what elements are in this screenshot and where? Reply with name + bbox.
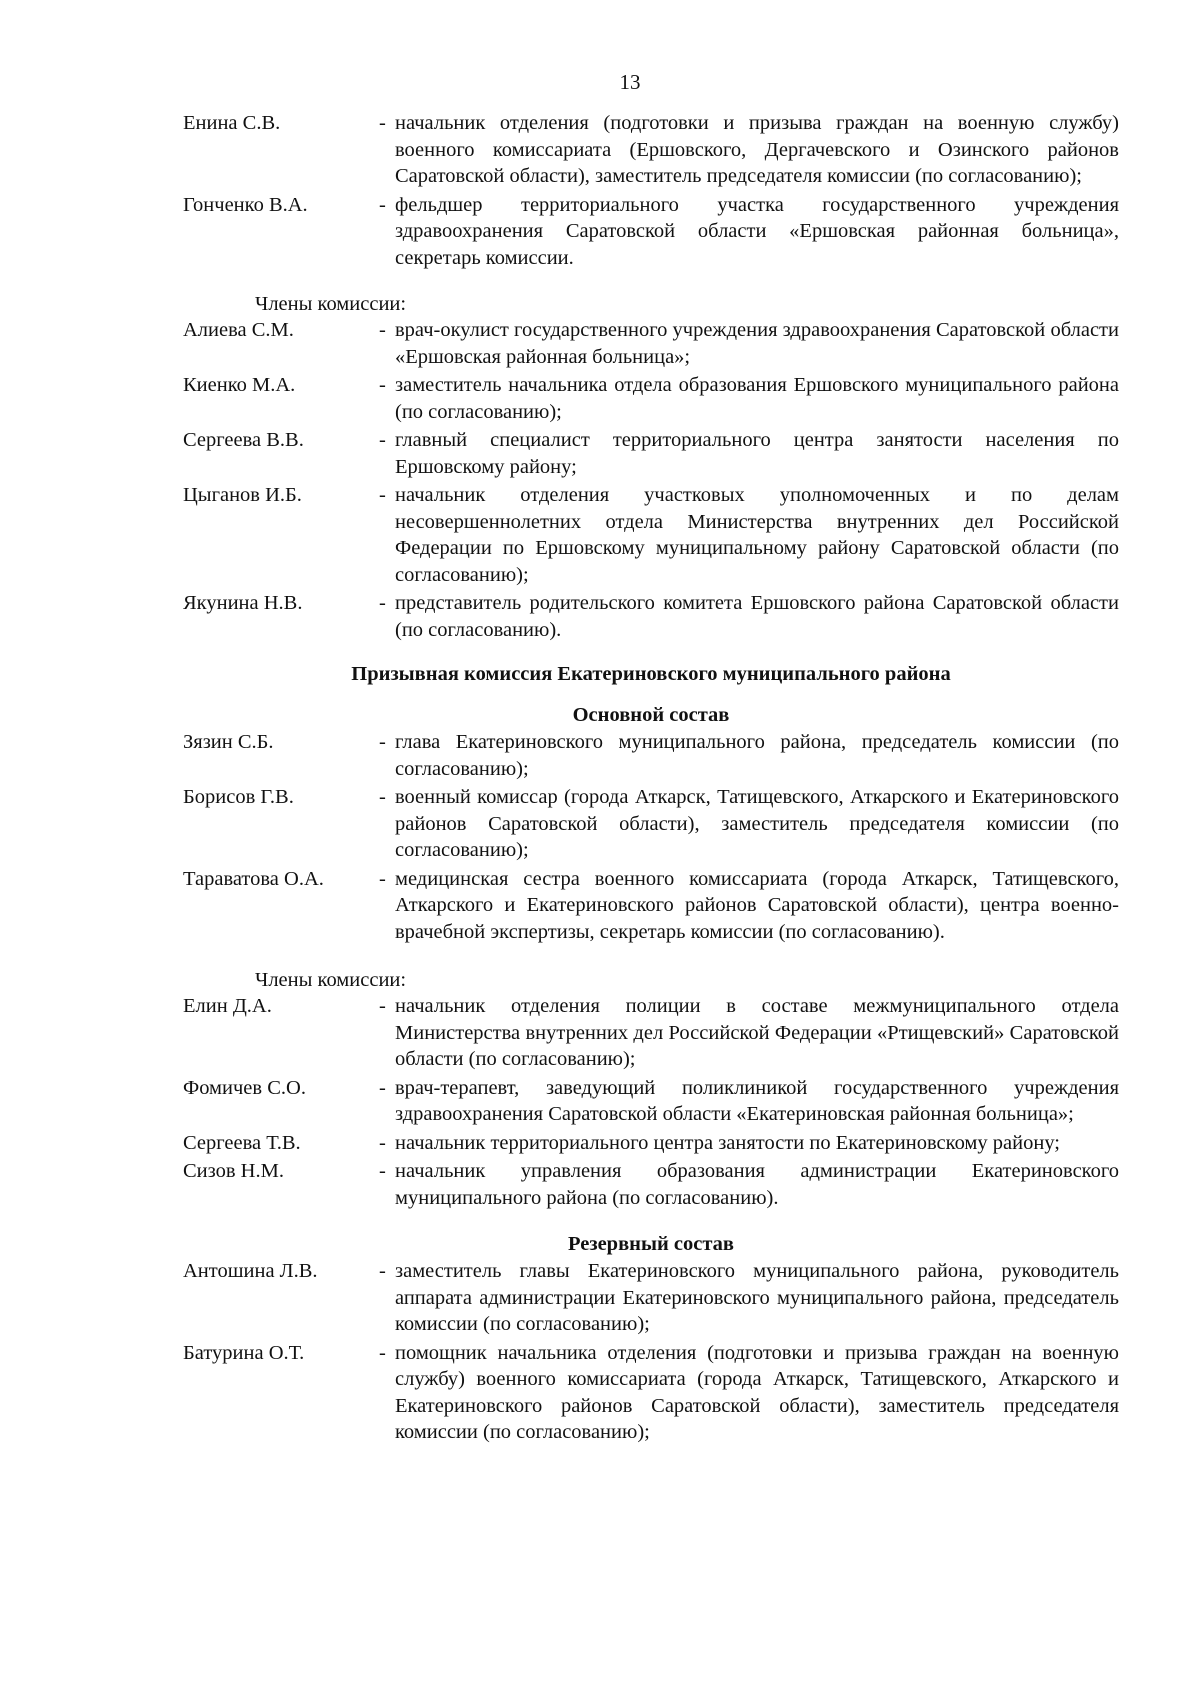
list-item: Якунина Н.В. - представитель родительского комитета Ершовского района Саратовской области (по согласованию). — [183, 590, 1119, 643]
list-item: Борисов Г.В. - военный комиссар (города Аткарск, Татищевского, Аткарского и Екатериновского районов Саратовской области), заместитель председателя комиссии (по согласованию); — [183, 784, 1119, 864]
person-name: Сизов Н.М. — [183, 1160, 284, 1182]
person-role: главный специалист территориального центра занятости населения по Ершовскому району; — [395, 429, 1119, 478]
person-name: Елин Д.А. — [183, 995, 272, 1017]
person-name: Гонченко В.А. — [183, 193, 308, 216]
person-role: начальник отделения полиции в составе межмуниципального отдела Министерства внутренних дел Российской Федерации «Ртищевский» Саратовской области (по согласованию); — [395, 995, 1119, 1070]
list-item: Сергеева В.В. - главный специалист территориального центра занятости населения по Ершовскому району; — [183, 427, 1119, 480]
list-item: Цыганов И.Б. - начальник отделения участковых уполномоченных и по делам несовершеннолетних отдела Министерства внутренних дел Российской Федерации по Ершовскому муниципальному району Саратовской области (по согласованию); — [183, 482, 1119, 588]
person-role: врач-окулист государственного учреждения здравоохранения Саратовской области «Ершовская районная больница»; — [395, 319, 1119, 368]
list-item: Алиева С.М. - врач-окулист государственного учреждения здравоохранения Саратовской области «Ершовская районная больница»; — [183, 317, 1119, 370]
person-role: представитель родительского комитета Ершовского района Саратовской области (по согласованию). — [395, 592, 1119, 641]
entry-list — [183, 1258, 1119, 1446]
person-role: начальник территориального центра занятости по Екатериновскому району; — [395, 1131, 1060, 1154]
list-item: Антошина Л.В. - заместитель главы Екатериновского муниципального района, руководитель аппарата администрации Екатериновского муниципального района, председатель комиссии (по согласованию); — [183, 1258, 1119, 1338]
person-role: начальник отделения (подготовки и призыва граждан на военную службу) военного комиссариата (Ершовского, Дергачевского и Озинского районов Саратовской области), заместитель председателя комиссии (по согласованию); — [395, 112, 1119, 187]
person-role: медицинская сестра военного комиссариата (города Аткарск, Татищевского, Аткарского и Екатериновского районов Саратовской области), центра военно-врачебной экспертизы, секретарь комиссии (по согласованию). — [395, 867, 1119, 943]
person-role: заместитель начальника отдела образования Ершовского муниципального района (по согласованию); — [395, 374, 1119, 423]
list-item: Сергеева Т.В. - начальник территориального центра занятости по Екатериновскому району; — [183, 1130, 1119, 1157]
person-name: Тараватова О.А. — [183, 867, 324, 890]
person-name: Сергеева В.В. — [183, 429, 304, 451]
document-body — [183, 110, 1119, 1448]
list-item: Фомичев С.О. - врач-терапевт, заведующий поликлиникой государственного учреждения здравоохранения Саратовской области «Екатериновская районная больница»; — [183, 1075, 1119, 1128]
person-name: Борисов Г.В. — [183, 786, 294, 808]
list-item: Сизов Н.М. - начальник управления образования администрации Екатериновского муниципального района (по согласованию). — [183, 1158, 1119, 1211]
person-name: Фомичев С.О. — [183, 1076, 306, 1099]
list-item: Гонченко В.А. - фельдшер территориального участка государственного учреждения здравоохранения Саратовской области «Ершовская районная больница», секретарь комиссии. — [183, 192, 1119, 272]
person-role: глава Екатериновского муниципального района, председатель комиссии (по согласованию); — [395, 731, 1119, 780]
person-name: Зязин С.Б. — [183, 731, 274, 753]
person-role: помощник начальника отделения (подготовки и призыва граждан на военную службу) военного комиссариата (города Аткарск, Татищевского, Аткарского и Екатериновского районов Саратовской области), заместитель председателя комиссии (по согласованию); — [395, 1341, 1119, 1443]
person-role: заместитель главы Екатериновского муниципального района, руководитель аппарата администрации Екатериновского муниципального района, председатель комиссии (по согласованию); — [395, 1260, 1119, 1335]
person-role: начальник отделения участковых уполномоченных и по делам несовершеннолетних отдела Министерства внутренних дел Российской Федерации по Ершовскому муниципальному району Саратовской области (по согласованию); — [395, 484, 1119, 586]
person-name: Антошина Л.В. — [183, 1260, 318, 1282]
section-heading: Призывная комиссия Екатериновского муниципального района — [351, 663, 951, 685]
main-composition-heading: Основной состав — [572, 704, 730, 726]
person-role: начальник управления образования администрации Екатериновского муниципального района (по согласованию). — [395, 1160, 1119, 1209]
person-role: военный комиссар (города Аткарск, Татищевского, Аткарского и Екатериновского районов Саратовской области), заместитель председателя комиссии (по согласованию); — [395, 786, 1119, 861]
list-item: Киенко М.А. - заместитель начальника отдела образования Ершовского муниципального района (по согласованию); — [183, 372, 1119, 425]
members-label: Члены комиссии: — [255, 969, 407, 991]
page-number: 13 — [619, 70, 641, 94]
list-item: Батурина О.Т. - помощник начальника отделения (подготовки и призыва граждан на военную службу) военного комиссариата (города Аткарск, Татищевского, Аткарского и Екатериновского районов Саратовской области), заместитель председателя комиссии (по согласованию); — [183, 1340, 1119, 1446]
person-name: Цыганов И.Б. — [183, 484, 302, 506]
entry-list — [183, 729, 1119, 945]
entry-list — [183, 993, 1119, 1211]
person-name: Якунина Н.В. — [183, 592, 303, 614]
person-name: Алиева С.М. — [183, 319, 294, 341]
entry-list — [183, 317, 1119, 643]
person-role: врач-терапевт, заведующий поликлиникой государственного учреждения здравоохранения Саратовской области «Екатериновская районная больница»; — [395, 1076, 1119, 1125]
person-name: Батурина О.Т. — [183, 1341, 305, 1364]
list-item: Елин Д.А. - начальник отделения полиции в составе межмуниципального отдела Министерства внутренних дел Российской Федерации «Ртищевский» Саратовской области (по согласованию); — [183, 993, 1119, 1073]
list-item: Тараватова О.А. - медицинская сестра военного комиссариата (города Аткарск, Татищевского, Аткарского и Екатериновского районов Саратовской области), центра военно-врачебной экспертизы, секретарь комиссии (по согласованию). — [183, 866, 1119, 946]
members-label: Члены комиссии: — [255, 293, 407, 315]
list-item: Енина С.В. - начальник отделения (подготовки и призыва граждан на военную службу) военного комиссариата (Ершовского, Дергачевского и Озинского районов Саратовской области), заместитель председателя комиссии (по согласованию); — [183, 110, 1119, 190]
person-name: Енина С.В. — [183, 112, 281, 134]
list-item: Зязин С.Б. - глава Екатериновского муниципального района, председатель комиссии (по согласованию); — [183, 729, 1119, 782]
reserve-composition-heading: Резервный состав — [567, 1233, 734, 1255]
person-name: Киенко М.А. — [183, 374, 296, 396]
person-name: Сергеева Т.В. — [183, 1131, 301, 1154]
entry-list — [183, 110, 1119, 271]
person-role: фельдшер территориального участка государственного учреждения здравоохранения Саратовской области «Ершовская районная больница», секретарь комиссии. — [395, 193, 1119, 269]
